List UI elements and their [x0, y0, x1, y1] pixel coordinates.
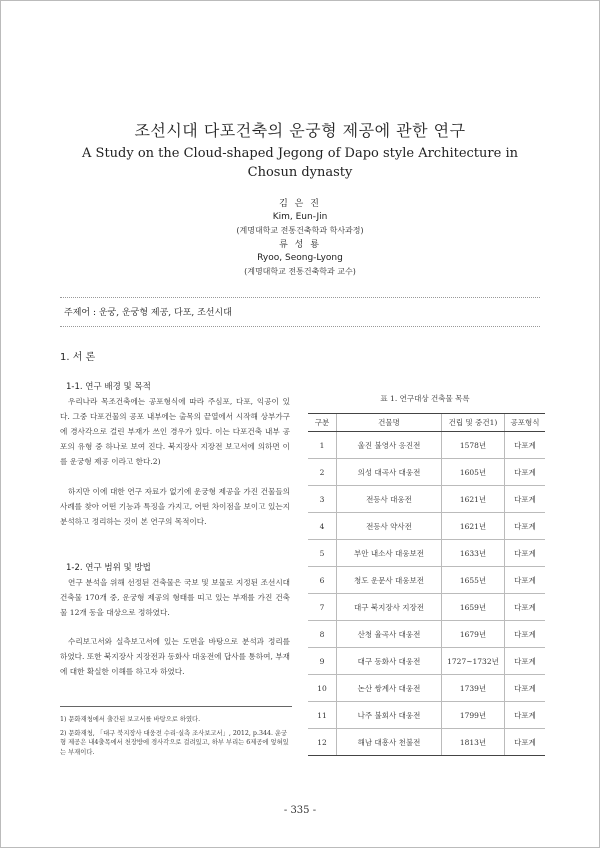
table-cell: 다포계 [505, 702, 546, 729]
table-cell: 12 [308, 729, 337, 756]
table-cell: 2 [308, 459, 337, 486]
table-cell: 4 [308, 513, 337, 540]
author-name-english: Kim, Eun-Jin [272, 212, 328, 222]
table-row [308, 486, 545, 513]
paragraph: 수리보고서와 실측보고서에 있는 도면을 바탕으로 분석과 정리를 하였다. 또한 북지장사 지장전과 동화사 대웅전에 답사를 통하여, 부재에 대한 확실한 이해를 하고자 하였다. [60, 637, 290, 676]
table-cell: 다포계 [505, 729, 546, 756]
keywords: 주제어 : 운궁, 운궁형 제공, 다포, 조선시대 [60, 297, 540, 327]
table-cell: 대구 북지장사 지장전 [337, 594, 442, 621]
author-name-english: Ryoo, Seong-Lyong [257, 253, 343, 263]
table-row [308, 459, 545, 486]
table-cell: 다포계 [505, 648, 546, 675]
table-cell: 3 [308, 486, 337, 513]
author-block-2 [0, 239, 600, 278]
table-row [308, 675, 545, 702]
table-cell: 다포계 [505, 594, 546, 621]
table-cell: 의성 대곡사 대웅전 [337, 459, 442, 486]
table-cell: 7 [308, 594, 337, 621]
table-cell: 1 [308, 432, 337, 459]
table-cell: 울진 불영사 응진전 [337, 432, 442, 459]
table-cell: 8 [308, 621, 337, 648]
header-cell: 공포형식 [505, 414, 546, 432]
table-cell: 11 [308, 702, 337, 729]
title-korean: 조선시대 다포건축의 운궁형 제공에 관한 연구 [134, 121, 466, 140]
table-cell: 부안 내소사 대웅보전 [337, 540, 442, 567]
paragraph: 연구 분석을 위해 선정된 건축물은 국보 및 보물로 지정된 조선시대 건축물 170개 중, 운궁형 제공의 형태를 띠고 있는 부재를 가진 건축물 12개 동을 대상으로 정하였다. [60, 578, 290, 617]
table-header-row [308, 414, 545, 432]
table-cell: 1605년 [442, 459, 505, 486]
table-cell: 1799년 [442, 702, 505, 729]
author-affiliation: (계명대학교 전통건축학과 학사과정) [236, 226, 364, 235]
table-row [308, 432, 545, 459]
table-row [308, 648, 545, 675]
author-affiliation: (계명대학교 전통건축학과 교수) [244, 267, 356, 276]
author-block-1 [0, 198, 600, 237]
table-cell: 5 [308, 540, 337, 567]
author-name-korean: 김 은 진 [279, 199, 321, 209]
section-title: 1. 서 론 [60, 352, 96, 363]
table-caption: 표 1. 연구대상 건축물 목록 [380, 394, 470, 403]
table-cell: 청도 운문사 대웅보전 [337, 567, 442, 594]
table-cell: 다포계 [505, 540, 546, 567]
table-row [308, 513, 545, 540]
paragraph: 하지만 이에 대한 연구 자료가 없기에 운궁형 제공을 가진 건물들의 사례를 찾아 어떤 기능과 특징을 가지고, 어떤 차이점을 보이고 있는지 분석하고 정리하는 것이 본 연구의 목적이다. [60, 487, 290, 526]
table-cell: 나주 불회사 대웅전 [337, 702, 442, 729]
table-cell: 논산 쌍계사 대웅전 [337, 675, 442, 702]
table-cell: 다포계 [505, 432, 546, 459]
paragraph: 우리나라 목조건축에는 공포형식에 따라 주심포, 다포, 익공이 있다. 그중 다포건물의 공포 내부에는 출목의 끝열에서 시작해 상부가구에 경사각으로 걸린 부재가 쓰인 경우가 있다. 이는 다포건축 내부 공포의 유형 중 하나로 보여 진다. 북지장사 지장전 보고서에 의하면 이를 운궁형 제공 이라고 한다.2) [60, 397, 290, 466]
table-cell: 1679년 [442, 621, 505, 648]
table-cell: 1578년 [442, 432, 505, 459]
table-cell: 1739년 [442, 675, 505, 702]
table-cell: 산청 율곡사 대웅전 [337, 621, 442, 648]
table-cell: 1655년 [442, 567, 505, 594]
table-cell: 1727~1732년 [442, 648, 505, 675]
table-cell: 다포계 [505, 621, 546, 648]
table-cell: 1621년 [442, 513, 505, 540]
author-name-korean: 류 성 룡 [279, 240, 321, 250]
table-row [308, 729, 545, 756]
table-cell: 1813년 [442, 729, 505, 756]
header-cell: 구분 [308, 414, 337, 432]
table-row [308, 594, 545, 621]
subsection-title: 1-1. 연구 배경 및 목적 [66, 382, 151, 392]
table-cell: 1659년 [442, 594, 505, 621]
table-cell: 6 [308, 567, 337, 594]
footnote: 2) 문화재청, 「대구 북지장사 대웅전 수리·실측 조사보고서」, 2012, p.344. 운궁형 제공은 내4출목에서 천장방에 경사각으로 걸려있고, 하부 부리는 6제공에 엎혀있는 부재이다. [60, 729, 289, 756]
table-cell: 10 [308, 675, 337, 702]
footnotes [60, 706, 292, 757]
table-cell: 다포계 [505, 675, 546, 702]
table-row [308, 540, 545, 567]
page-number: - 335 - [283, 805, 317, 816]
header-cell: 건립 및 중건1) [442, 414, 505, 432]
table-row [308, 621, 545, 648]
table-cell: 전등사 약사전 [337, 513, 442, 540]
table-row [308, 567, 545, 594]
subsection-title: 1-2. 연구 범위 및 방법 [66, 563, 151, 573]
buildings-table [308, 413, 545, 756]
table-cell: 다포계 [505, 513, 546, 540]
table-cell: 1621년 [442, 486, 505, 513]
table-cell: 9 [308, 648, 337, 675]
table-cell: 다포계 [505, 486, 546, 513]
title-english: A Study on the Cloud-shaped Jegong of Dapo style Architecture in Chosun dynasty [82, 146, 518, 180]
table-cell: 1633년 [442, 540, 505, 567]
footnote: 1) 문화재청에서 출간된 보고서를 바탕으로 하였다. [60, 716, 201, 723]
table-cell: 다포계 [505, 567, 546, 594]
table-cell: 전등사 대웅전 [337, 486, 442, 513]
table-cell: 다포계 [505, 459, 546, 486]
table-row [308, 702, 545, 729]
table-cell: 해남 대흥사 천불전 [337, 729, 442, 756]
header-cell: 건물명 [337, 414, 442, 432]
table-cell: 대구 동화사 대웅전 [337, 648, 442, 675]
